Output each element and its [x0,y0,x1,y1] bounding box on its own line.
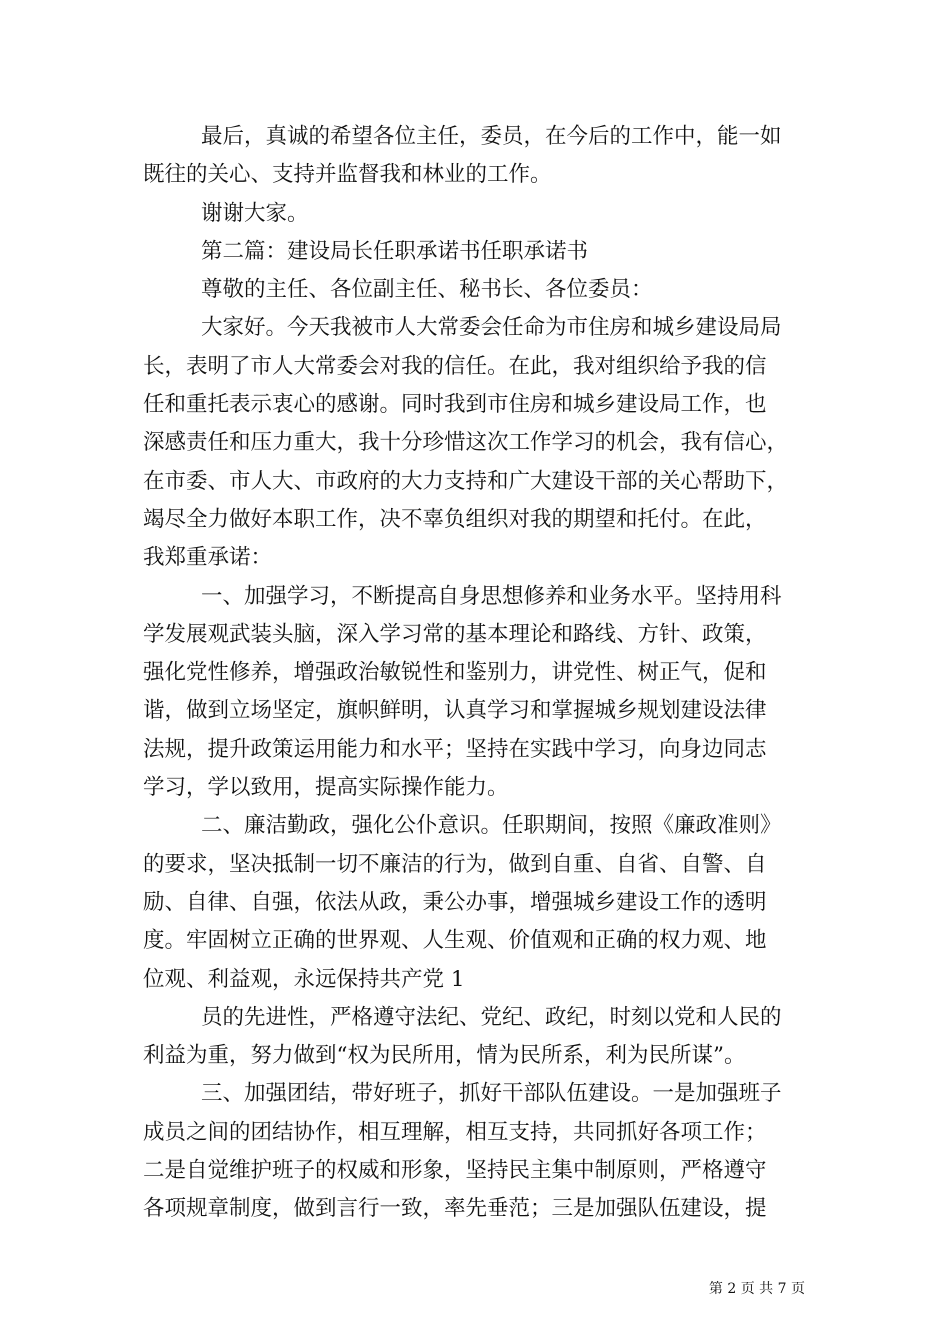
text-line: 尊敬的主任、各位副主任、秘书长、各位委员： [201,277,653,303]
text-line: 我郑重承诺： [143,545,273,571]
document-body [143,118,808,1229]
text-line: 各项规章制度，做到言行一致，率先垂范；三是加强队伍建设，提 [143,1196,767,1222]
text-line: 在市委、市人大、市政府的大力支持和广大建设干部的关心帮助下， [143,468,789,494]
text-line: 谐，做到立场坚定，旗帜鲜明，认真学习和掌握城乡规划建设法律 [143,698,767,724]
text-line: 既往的关心、支持并监督我和林业的工作。 [143,162,552,188]
text-line: 的要求，坚决抵制一切不廉洁的行为，做到自重、自省、自警、自 [143,851,767,877]
text-line: 深感责任和压力重大，我十分珍惜这次工作学习的机会，我有信心， [143,430,789,456]
text-line: 学习，学以致用，提高实际操作能力。 [143,775,509,801]
text-line: 大家好。今天我被市人大常委会任命为市住房和城乡建设局局 [201,315,782,341]
text-line: 一、加强学习，不断提高自身思想修养和业务水平。坚持用科 [201,583,782,609]
text-line: 长，表明了市人大常委会对我的信任。在此，我对组织给予我的信 [143,353,767,379]
text-line: 任和重托表示衷心的感谢。同时我到市住房和城乡建设局工作，也 [143,392,767,418]
text-line: 法规，提升政策运用能力和水平；坚持在实践中学习，向身边同志 [143,736,767,762]
text-line: 成员之间的团结协作，相互理解，相互支持，共同抓好各项工作； [143,1119,767,1145]
text-line: 谢谢大家。 [201,200,309,226]
page-number: 第 2 页 共 7 页 [708,1281,805,1297]
text-line: 最后，真诚的希望各位主任，委员，在今后的工作中，能一如 [201,124,782,149]
text-line: 三、加强团结，带好班子，抓好干部队伍建设。一是加强班子 [201,1081,782,1107]
text-line: 励、自律、自强，依法从政，秉公办事，增强城乡建设工作的透明 [143,889,767,915]
text-line: 利益为重，努力做到“权为民所用，情为民所系，利为民所谋”。 [143,1043,746,1069]
text-line: 第二篇：建设局长任职承诺书任职承诺书 [201,238,589,264]
text-line: 二、廉洁勤政，强化公仆意识。任职期间，按照《廉政准则》 [201,813,782,839]
text-line: 员的先进性，严格遵守法纪、党纪、政纪，时刻以党和人民的 [201,1004,782,1030]
text-line: 竭尽全力做好本职工作，决不辜负组织对我的期望和托付。在此， [143,506,767,532]
text-line: 强化党性修养，增强政治敏锐性和鉴别力，讲党性、树正气，促和 [143,660,767,686]
text-line: 二是自觉维护班子的权威和形象，坚持民主集中制原则，严格遵守 [143,1158,767,1184]
text-line: 度。牢固树立正确的世界观、人生观、价值观和正确的权力观、地 [143,928,767,954]
text-line: 位观、利益观，永远保持共产党 1 [143,966,465,992]
text-line: 学发展观武装头脑，深入学习常的基本理论和路线、方针、政策， [143,621,767,647]
